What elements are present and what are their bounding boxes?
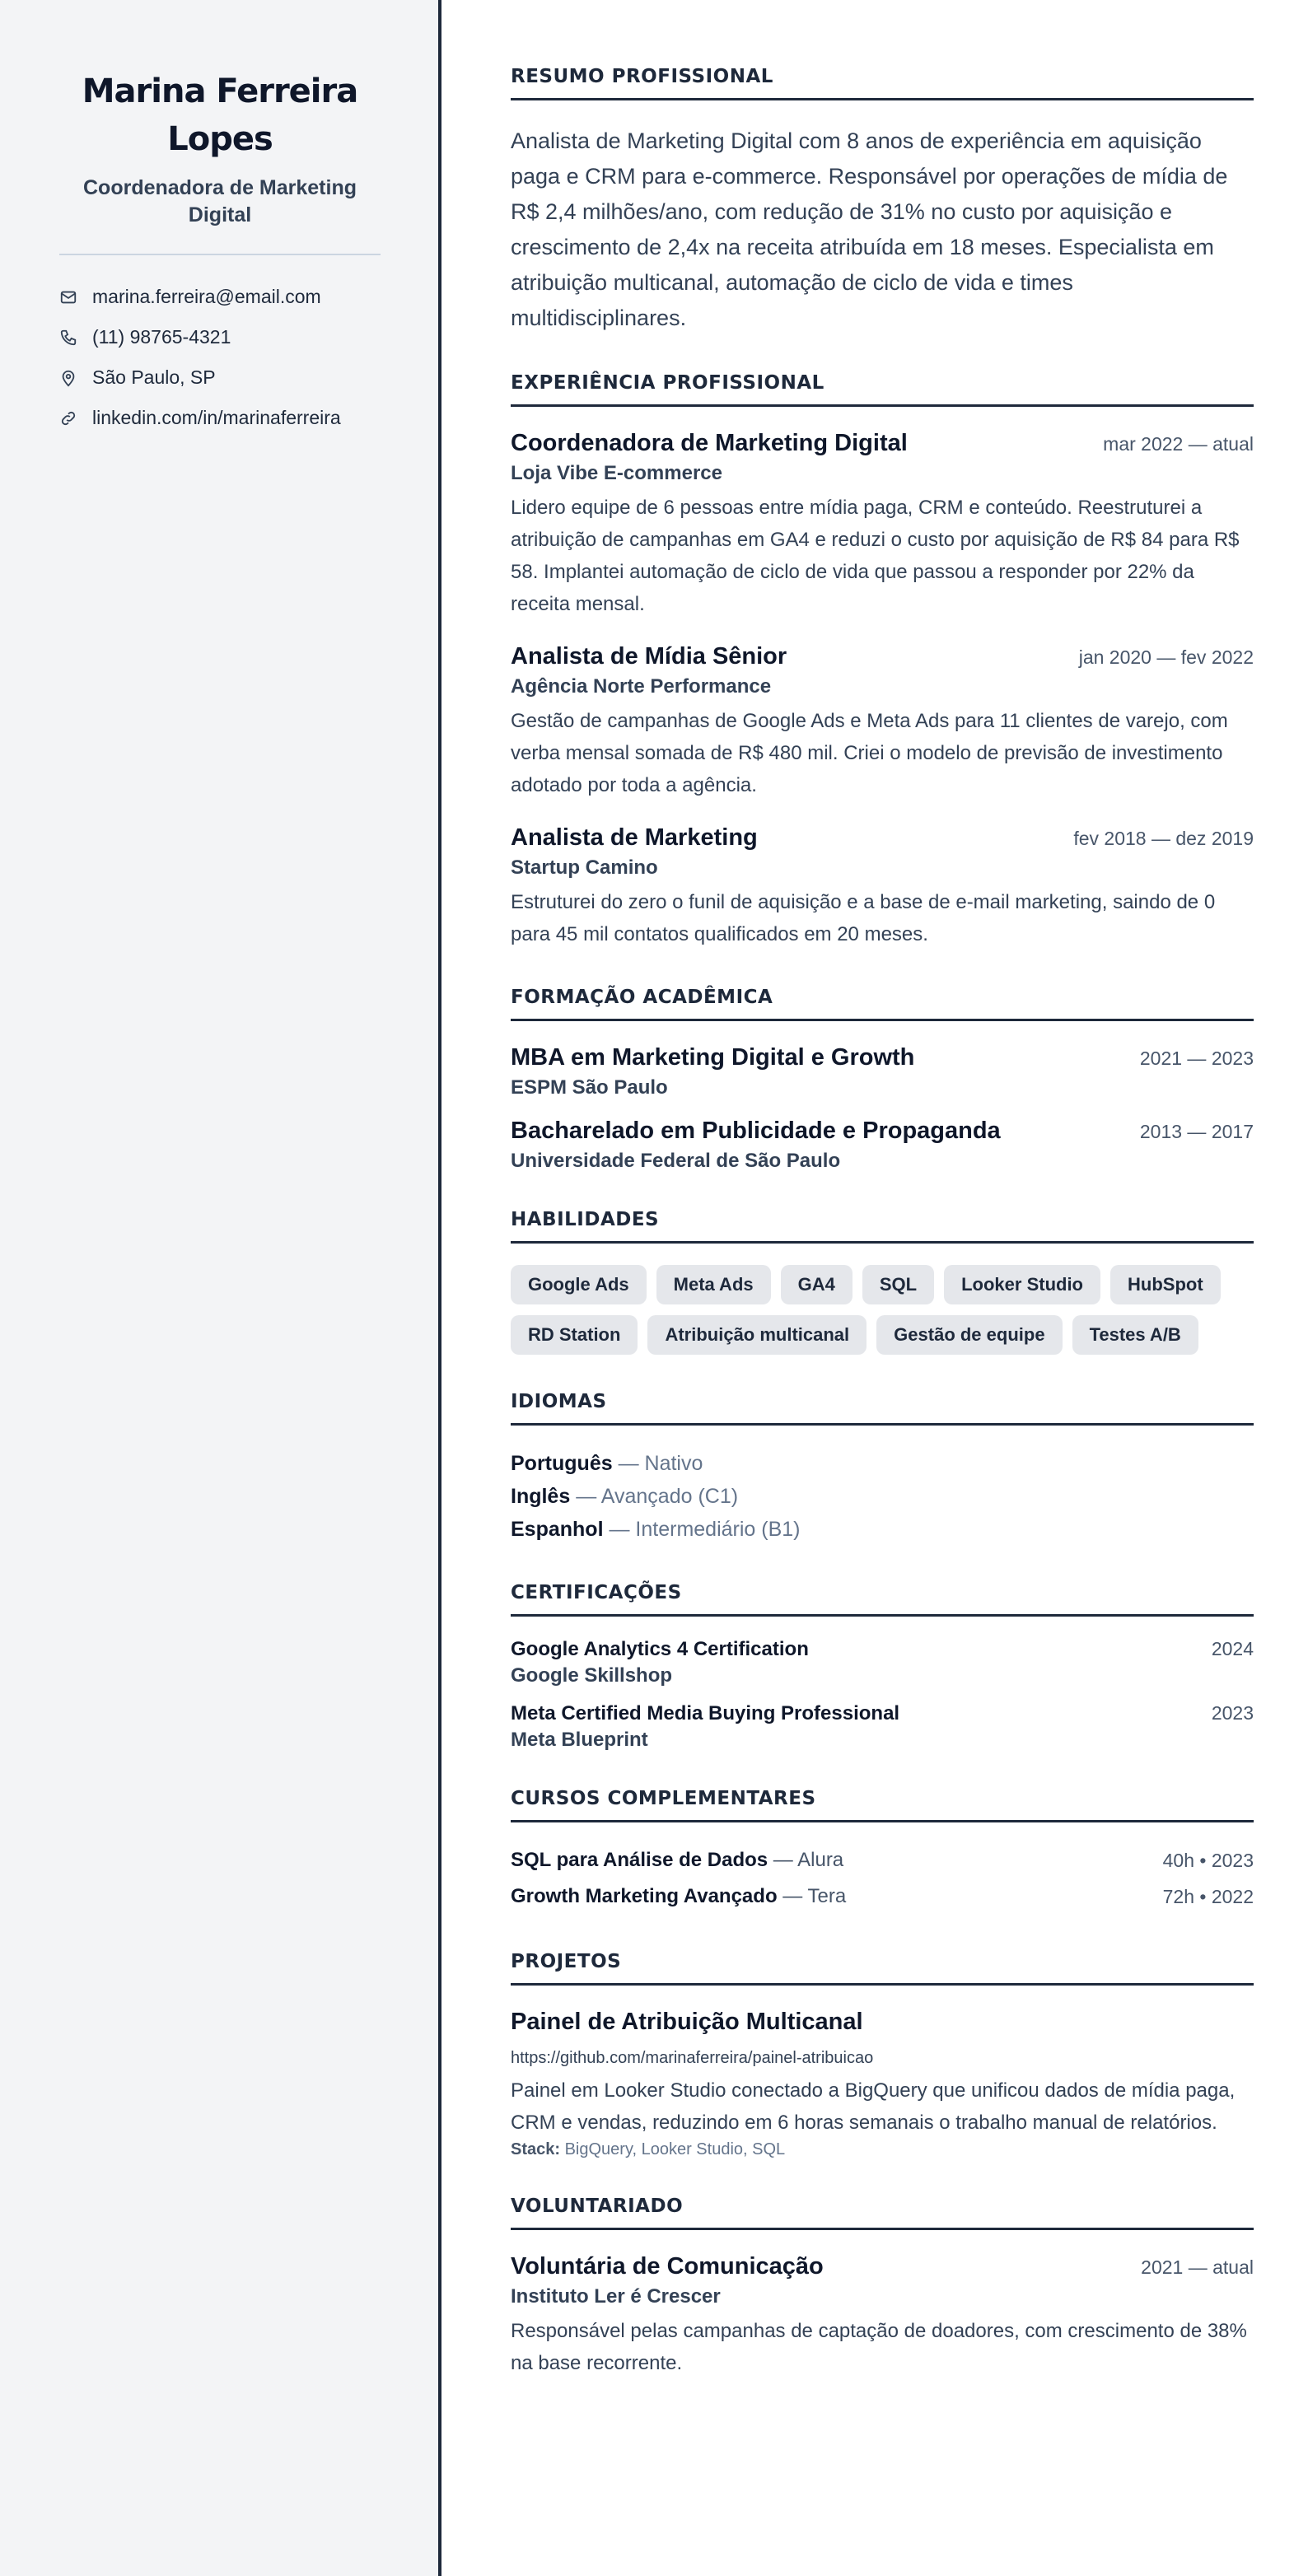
contact-email-text: marina.ferreira@email.com bbox=[92, 286, 321, 307]
candidate-name: Marina Ferreira Lopes bbox=[82, 72, 358, 158]
job-date: fev 2018 — dez 2019 bbox=[1073, 828, 1254, 849]
job-description: Lidero equipe de 6 pessoas entre mídia paga, CRM e conteúdo. Reestruturei a atribuição de campanhas em GA4 e reduzi o custo por aquisição de R$ 84 para R$ 58. Implantei automação de ciclo de vida que passou a responder por 22% da receita mensal. bbox=[511, 497, 1240, 615]
project-entry bbox=[511, 2009, 1254, 2159]
language-level: Nativo bbox=[644, 1452, 703, 1475]
certification-entry bbox=[511, 1702, 1254, 1752]
contact-location-text: São Paulo, SP bbox=[92, 366, 216, 388]
section-title: CERTIFICAÇÕES bbox=[511, 1582, 1254, 1617]
skill-chip: Meta Ads bbox=[656, 1265, 771, 1304]
project-name: Painel de Atribuição Multicanal bbox=[511, 2009, 863, 2035]
course-meta: 40h • 2023 bbox=[1162, 1850, 1254, 1871]
job-description: Gestão de campanhas de Google Ads e Meta Ads para 11 clientes de varejo, com verba mensal somada de R$ 480 mil. Criei o modelo de previsão de investimento adotado por toda a agência. bbox=[511, 710, 1228, 796]
language-name: Português bbox=[511, 1452, 613, 1475]
summary-section bbox=[511, 66, 1254, 336]
degree-date: 2013 — 2017 bbox=[1139, 1121, 1254, 1142]
education-section bbox=[511, 987, 1254, 1173]
section-title: RESUMO PROFISSIONAL bbox=[511, 66, 1254, 100]
education-entry bbox=[511, 1044, 1254, 1099]
section-title: CURSOS COMPLEMENTARES bbox=[511, 1788, 1254, 1822]
skill-chip: Atribuição multicanal bbox=[647, 1315, 867, 1355]
contact-email[interactable] bbox=[59, 277, 381, 317]
course-name: Growth Marketing Avançado bbox=[511, 1885, 778, 1907]
languages-section bbox=[511, 1391, 1254, 1546]
certification-name: Google Analytics 4 Certification bbox=[511, 1638, 809, 1660]
skill-chip: Testes A/B bbox=[1072, 1315, 1198, 1355]
skill-chip: HubSpot bbox=[1110, 1265, 1221, 1304]
course-provider: Tera bbox=[807, 1885, 847, 1907]
project-stack-label: Stack: bbox=[511, 2140, 561, 2158]
project-stack bbox=[511, 2140, 1254, 2159]
contact-list bbox=[59, 277, 381, 438]
course-item: Growth Marketing Avançado — Tera 72h • 2022 bbox=[511, 1878, 1254, 1915]
skills-section bbox=[511, 1209, 1254, 1355]
job-title: Coordenadora de Marketing Digital bbox=[511, 430, 908, 456]
language-name: Espanhol bbox=[511, 1518, 604, 1541]
experience-entry bbox=[511, 824, 1254, 950]
skill-chip: Looker Studio bbox=[944, 1265, 1100, 1304]
section-title: HABILIDADES bbox=[511, 1209, 1254, 1244]
certification-issuer: Google Skillshop bbox=[511, 1664, 673, 1687]
location-pin-icon bbox=[59, 369, 77, 387]
certification-entry bbox=[511, 1638, 1254, 1687]
section-title: PROJETOS bbox=[511, 1951, 1254, 1986]
job-company: Startup Camino bbox=[511, 856, 658, 879]
job-description: Estruturei do zero o funil de aquisição e a base de e-mail marketing, saindo de 0 para 45 mil contatos qualificados em 20 meses. bbox=[511, 891, 1216, 945]
section-title: IDIOMAS bbox=[511, 1391, 1254, 1426]
phone-icon bbox=[59, 329, 77, 347]
school-name: ESPM São Paulo bbox=[511, 1076, 668, 1099]
course-name: SQL para Análise de Dados bbox=[511, 1849, 768, 1871]
language-level: Intermediário (B1) bbox=[635, 1518, 801, 1541]
education-entry bbox=[511, 1118, 1254, 1173]
skill-list bbox=[511, 1265, 1254, 1355]
language-item: Espanhol — Intermediário (B1) bbox=[511, 1518, 801, 1541]
sidebar bbox=[0, 0, 441, 2576]
language-level: Avançado (C1) bbox=[600, 1485, 739, 1508]
skill-chip: SQL bbox=[862, 1265, 934, 1304]
certification-year: 2023 bbox=[1211, 1702, 1254, 1724]
skill-chip: GA4 bbox=[781, 1265, 853, 1304]
certification-year: 2024 bbox=[1211, 1638, 1254, 1659]
candidate-role: Coordenadora de Marketing Digital bbox=[83, 176, 357, 226]
contact-linkedin[interactable] bbox=[59, 398, 381, 438]
course-meta: 72h • 2022 bbox=[1162, 1886, 1254, 1907]
skill-chip: RD Station bbox=[511, 1315, 638, 1355]
volunteer-date: 2021 — atual bbox=[1141, 2256, 1254, 2278]
volunteer-organization: Instituto Ler é Crescer bbox=[511, 2285, 721, 2308]
contact-phone-text: (11) 98765-4321 bbox=[92, 326, 231, 348]
contact-linkedin-text: linkedin.com/in/marinaferreira bbox=[92, 407, 341, 428]
projects-section bbox=[511, 1951, 1254, 2159]
mail-icon bbox=[59, 288, 77, 306]
language-item: Inglês — Avançado (C1) bbox=[511, 1485, 739, 1508]
experience-entry bbox=[511, 643, 1254, 801]
certification-name: Meta Certified Media Buying Professional bbox=[511, 1702, 900, 1724]
job-company: Loja Vibe E-commerce bbox=[511, 462, 722, 484]
experience-entry bbox=[511, 430, 1254, 620]
volunteer-description: Responsável pelas campanhas de captação de doadores, com crescimento de 38% na base recorrente. bbox=[511, 2320, 1247, 2374]
link-icon bbox=[59, 409, 77, 427]
language-list bbox=[511, 1447, 1254, 1546]
project-description: Painel em Looker Studio conectado a BigQuery que unificou dados de mídia paga, CRM e vendas, reduzindo em 6 horas semanais o trabalho manual de relatórios. bbox=[511, 2079, 1236, 2134]
skill-chip: Gestão de equipe bbox=[876, 1315, 1062, 1355]
sidebar-divider bbox=[59, 254, 381, 255]
language-name: Inglês bbox=[511, 1485, 571, 1508]
job-date: mar 2022 — atual bbox=[1103, 433, 1254, 455]
degree-title: Bacharelado em Publicidade e Propaganda bbox=[511, 1118, 1001, 1144]
project-stack-list: BigQuery, Looker Studio, SQL bbox=[564, 2140, 786, 2158]
courses-section bbox=[511, 1788, 1254, 1915]
section-title: EXPERIÊNCIA PROFISSIONAL bbox=[511, 372, 1254, 407]
certifications-section bbox=[511, 1582, 1254, 1752]
certification-issuer: Meta Blueprint bbox=[511, 1729, 648, 1751]
job-title: Analista de Marketing bbox=[511, 824, 758, 851]
volunteering-section bbox=[511, 2196, 1254, 2379]
contact-location bbox=[59, 357, 381, 398]
course-item: SQL para Análise de Dados — Alura 40h • 2023 bbox=[511, 1842, 1254, 1878]
contact-phone[interactable] bbox=[59, 317, 381, 357]
section-title: FORMAÇÃO ACADÊMICA bbox=[511, 987, 1254, 1021]
experience-section bbox=[511, 372, 1254, 950]
volunteering-entry bbox=[511, 2253, 1254, 2379]
job-date: jan 2020 — fev 2022 bbox=[1078, 646, 1254, 668]
project-url-link[interactable]: https://github.com/marinaferreira/painel-atribuicao bbox=[511, 2049, 874, 2067]
school-name: Universidade Federal de São Paulo bbox=[511, 1150, 841, 1172]
job-title: Analista de Mídia Sênior bbox=[511, 643, 787, 670]
course-provider: Alura bbox=[797, 1849, 844, 1871]
degree-title: MBA em Marketing Digital e Growth bbox=[511, 1044, 915, 1071]
degree-date: 2021 — 2023 bbox=[1139, 1048, 1254, 1069]
main-content bbox=[441, 0, 1308, 2576]
skill-chip: Google Ads bbox=[511, 1265, 647, 1304]
course-list bbox=[511, 1842, 1254, 1915]
summary-text: Analista de Marketing Digital com 8 anos de experiência em aquisição paga e CRM para e-commerce. Responsável por operações de mídia de R$ 2,4 milhões/ano, com redução de 31% no custo por aquisição e crescimento de 2,4x na receita atribuída em 18 meses. Especialista em atribuição multicanal, automação de ciclo de vida e times multidisciplinares. bbox=[511, 128, 1228, 330]
language-item: Português — Nativo bbox=[511, 1452, 703, 1475]
job-company: Agência Norte Performance bbox=[511, 675, 772, 698]
section-title: VOLUNTARIADO bbox=[511, 2196, 1254, 2230]
volunteer-role: Voluntária de Comunicação bbox=[511, 2253, 824, 2280]
